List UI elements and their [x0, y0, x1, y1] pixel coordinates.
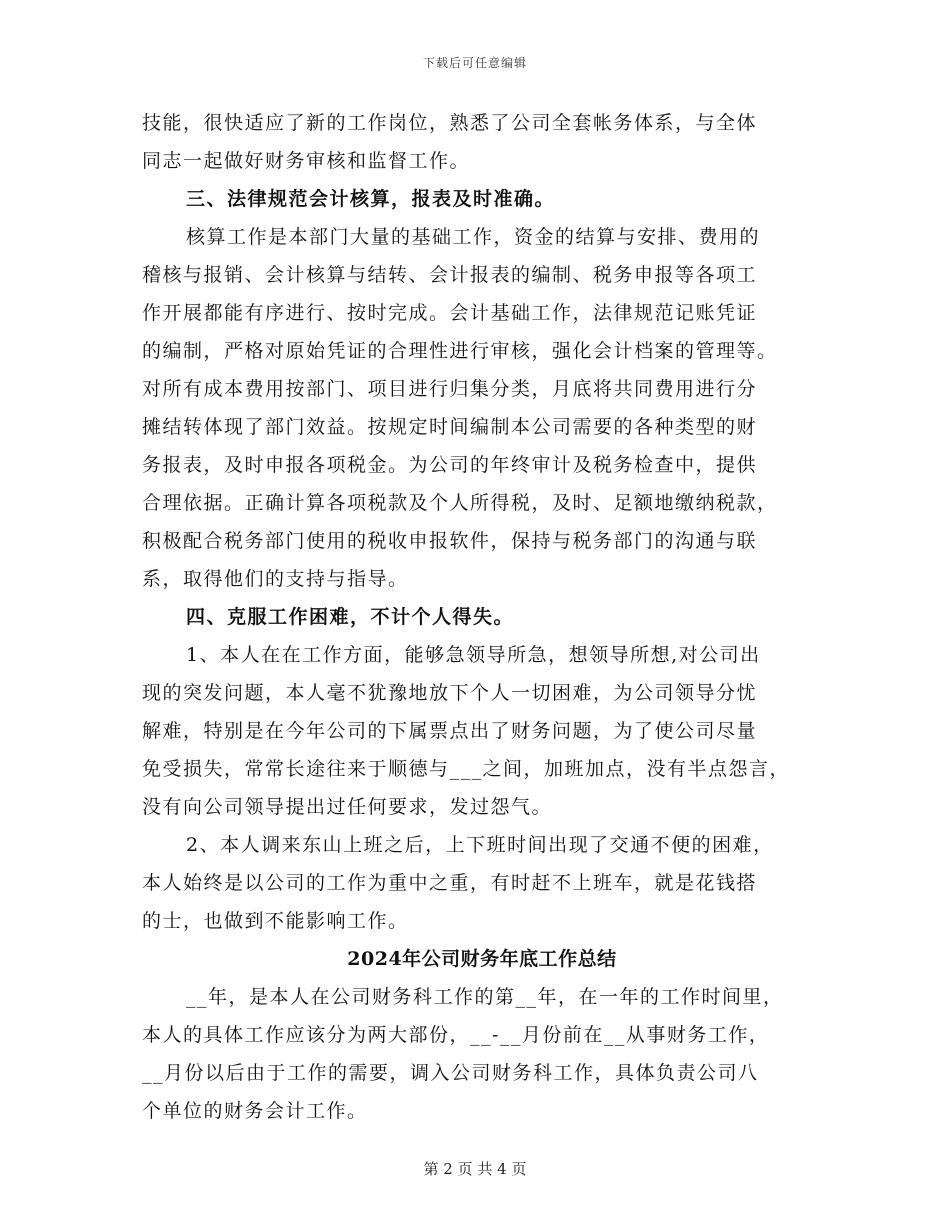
document-body — [142, 104, 822, 1130]
page-footer: 第 2 页 共 4 页 — [423, 1160, 527, 1178]
section-heading: 三、法律规范会计核算，报表及时准确。 — [186, 188, 556, 210]
text-line: 没有向公司领导提出过任何要求，发过怨气。 — [142, 796, 553, 818]
text-line: 积极配合税务部门使用的税收申报软件，保持与税务部门的沟通与联 — [142, 530, 758, 552]
document-title: 2024年公司财务年底工作总结 — [347, 948, 617, 970]
text-line: 稽核与报销、会计核算与结转、会计报表的编制、税务申报等各项工 — [142, 264, 758, 286]
text-line: 同志一起做好财务审核和监督工作。 — [142, 150, 471, 172]
text-line: 本人始终是以公司的工作为重中之重，有时赶不上班车，就是花钱搭 — [142, 872, 758, 894]
text-line: 解难，特别是在今年公司的下属票点出了财务问题，为了使公司尽量 — [142, 720, 758, 742]
text-line: 对所有成本费用按部门、项目进行归集分类，月底将共同费用进行分 — [142, 378, 758, 400]
text-line: 2、本人调来东山上班之后，上下班时间出现了交通不便的困难， — [186, 834, 774, 856]
page-header: 下载后可任意编辑 — [422, 56, 527, 70]
text-line: 技能，很快适应了新的工作岗位，熟悉了公司全套帐务体系，与全体 — [142, 112, 758, 134]
text-line: __月份以后由于工作的需要，调入公司财务科工作，具体负责公司八 — [142, 1062, 759, 1084]
text-line: 务报表，及时申报各项税金。为公司的年终审计及税务检查中，提供 — [142, 454, 758, 476]
text-line: __年，是本人在公司财务科工作的第__年，在一年的工作时间里， — [186, 986, 784, 1008]
text-line: 现的突发问题，本人毫不犹豫地放下个人一切困难，为公司领导分忧 — [142, 682, 758, 704]
section-heading: 四、克服工作困难，不计个人得失。 — [186, 606, 515, 628]
text-line: 的士，也做到不能影响工作。 — [142, 910, 409, 932]
text-line: 核算工作是本部门大量的基础工作，资金的结算与安排、费用的 — [186, 226, 761, 248]
text-line: 1、本人在在工作方面，能够急领导所急，想领导所想,对公司出 — [186, 644, 761, 666]
text-line: 个单位的财务会计工作。 — [142, 1100, 368, 1122]
text-line: 的编制，严格对原始凭证的合理性进行审核，强化会计档案的管理等。 — [142, 340, 778, 362]
text-line: 免受损失，常常长途往来于顺德与___之间，加班加点，没有半点怨言， — [142, 758, 791, 780]
text-line: 作开展都能有序进行、按时完成。会计基础工作，法律规范记账凭证 — [142, 302, 758, 324]
text-line: 系，取得他们的支持与指导。 — [142, 568, 409, 590]
text-line: 合理依据。正确计算各项税款及个人所得税，及时、足额地缴纳税款， — [142, 492, 778, 514]
text-line: 本人的具体工作应该分为两大部份，__-__月份前在__从事财务工作， — [142, 1024, 770, 1046]
text-line: 摊结转体现了部门效益。按规定时间编制本公司需要的各种类型的财 — [142, 416, 758, 438]
